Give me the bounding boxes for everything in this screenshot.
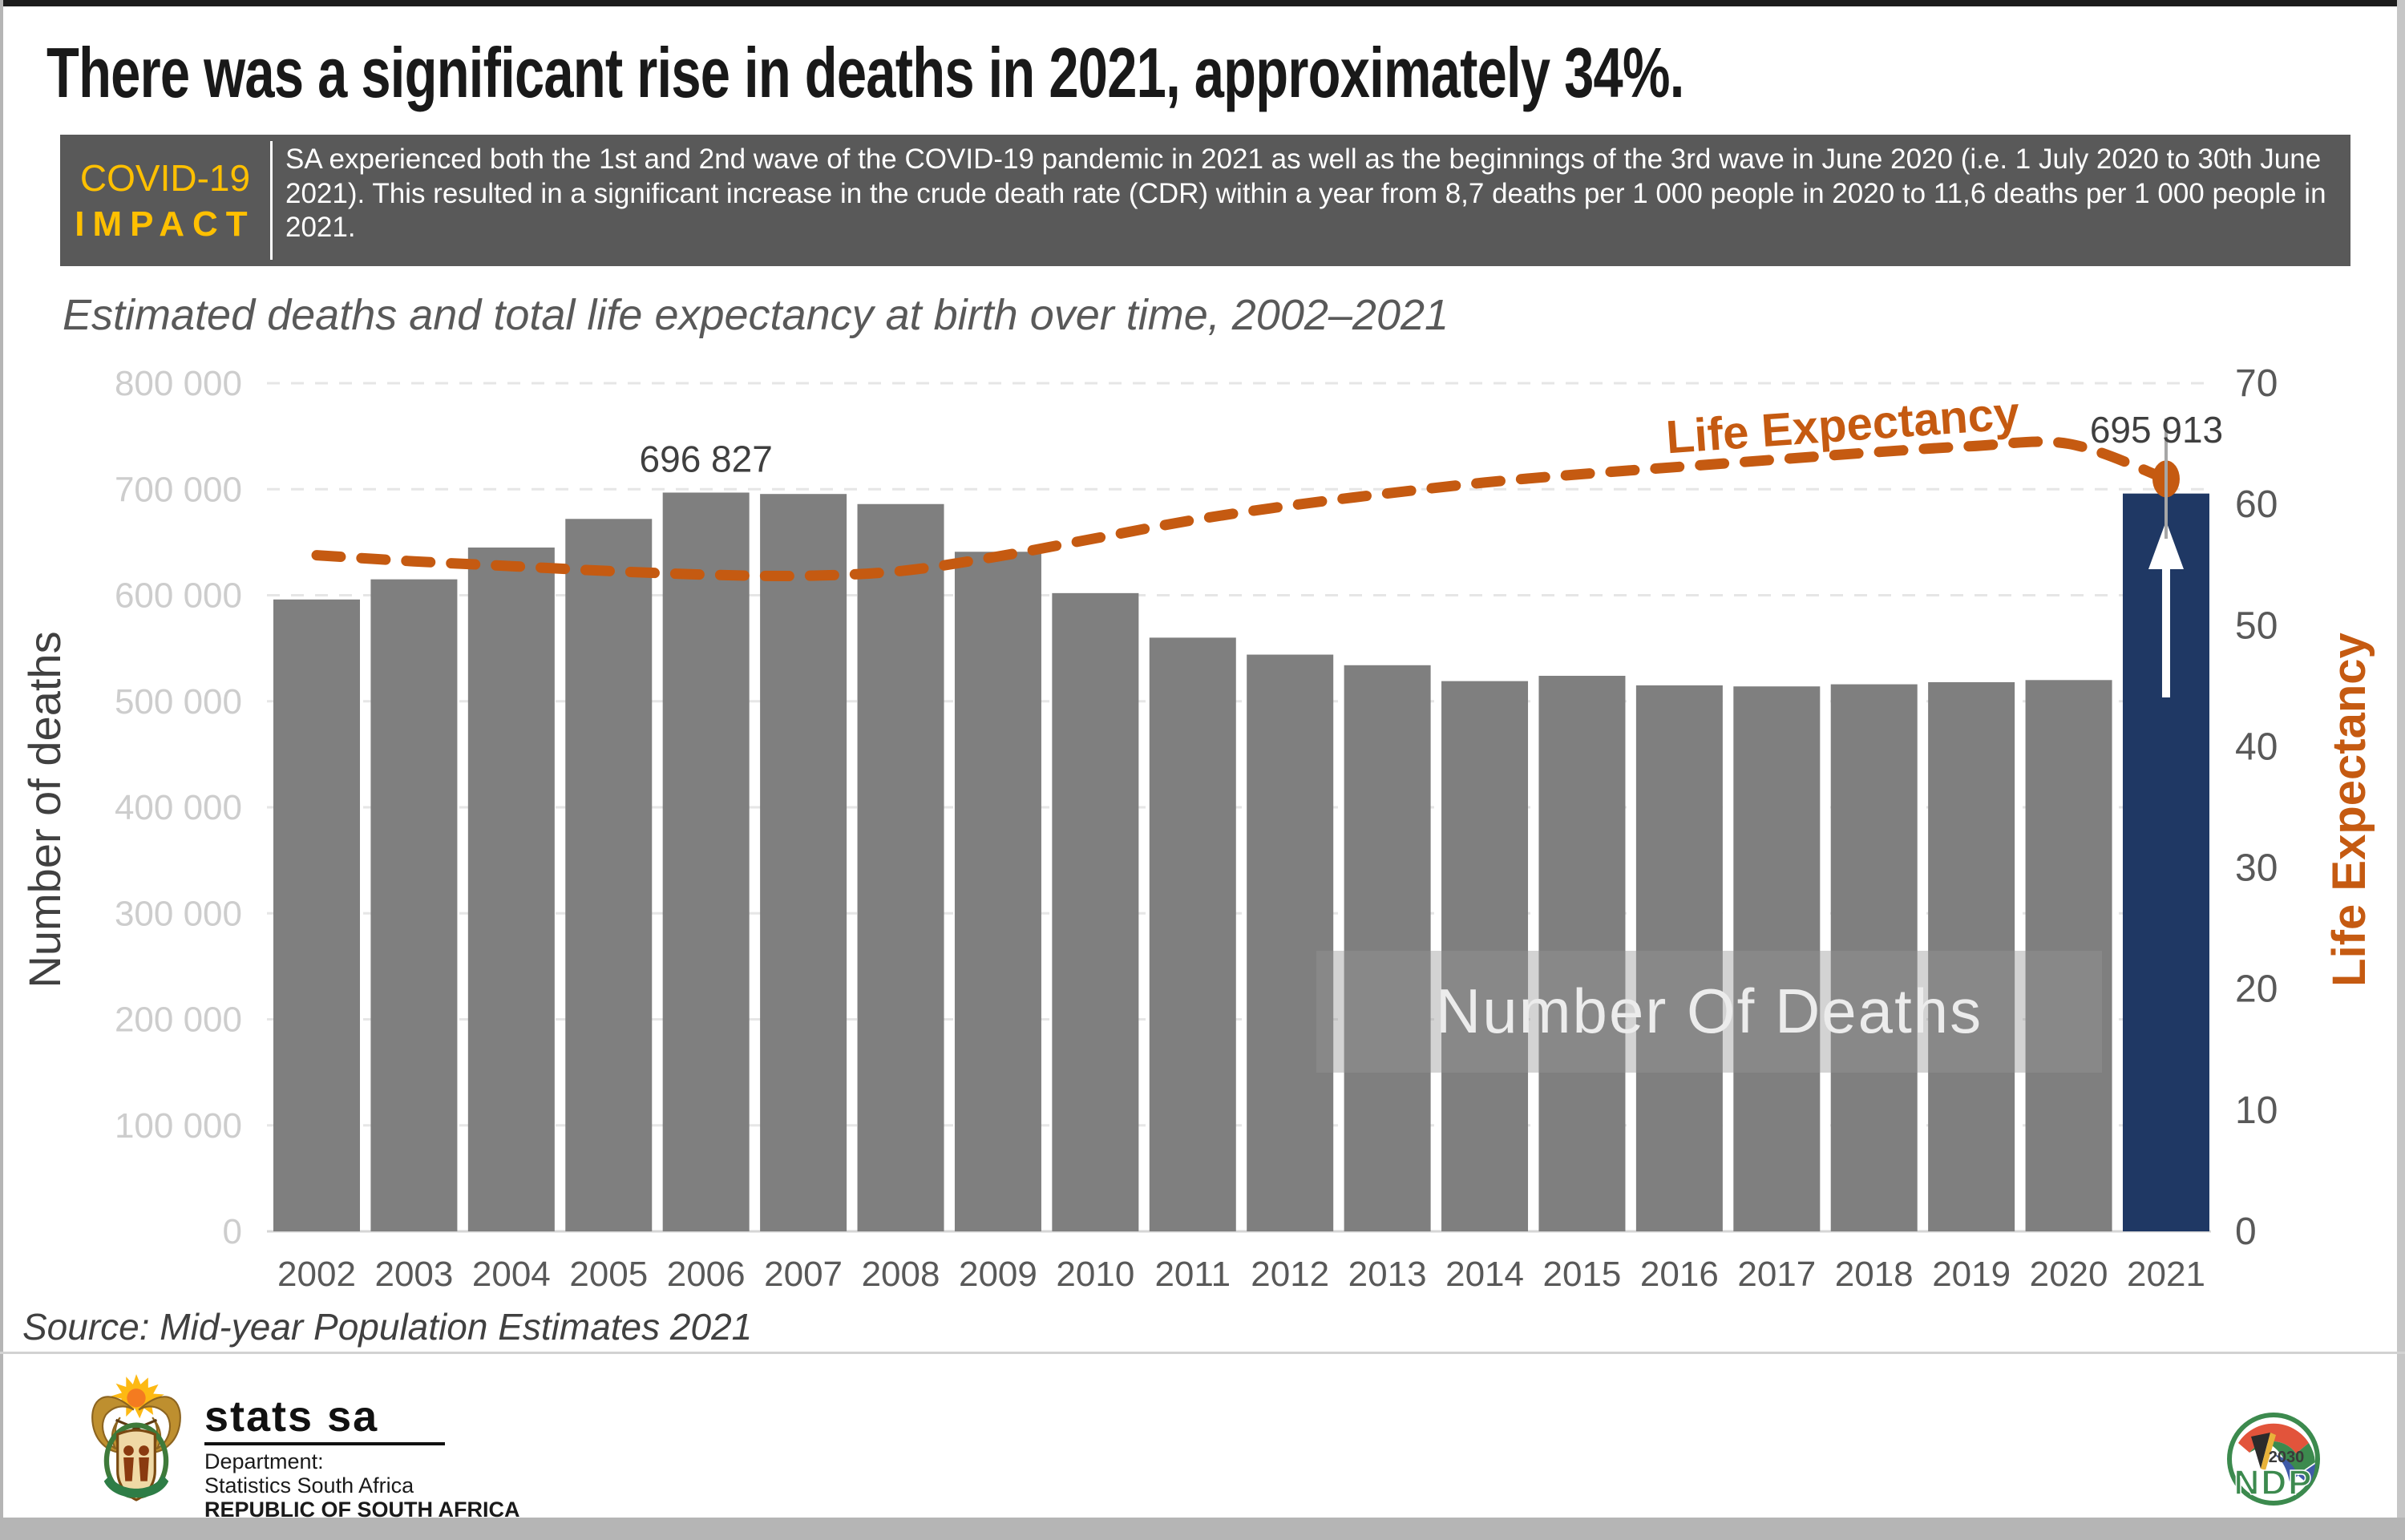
x-axis-tick: 2005 — [569, 1255, 649, 1294]
y-axis-tick-left: 300 000 — [114, 894, 242, 934]
x-axis-tick: 2019 — [1932, 1255, 2011, 1294]
x-axis-tick: 2006 — [666, 1255, 746, 1294]
statssa-wordmark: stats sa — [204, 1392, 379, 1441]
y-axis-tick-right: 0 — [2235, 1211, 2257, 1253]
y-axis-tick-right: 10 — [2235, 1089, 2278, 1132]
coat-of-arms-logo — [85, 1372, 188, 1515]
y-axis-tick-right: 60 — [2235, 483, 2278, 527]
source-note: Source: Mid-year Population Estimates 2021 — [22, 1306, 753, 1348]
page-title: There was a significant rise in deaths in 2021, approximately 34%. — [46, 33, 1684, 112]
statssa-department-block — [204, 1449, 520, 1522]
ndp-2030-logo — [2225, 1411, 2322, 1510]
y-axis-tick-left: 700 000 — [114, 470, 242, 510]
bar-2002 — [273, 600, 360, 1231]
statssa-org-line: Statistics South Africa — [204, 1473, 414, 1498]
y-axis-tick-right: 50 — [2235, 604, 2278, 648]
bar-2013 — [1344, 665, 1431, 1231]
x-axis-tick: 2002 — [277, 1255, 356, 1294]
y-axis-tick-left: 500 000 — [114, 681, 242, 721]
figure-left-icon — [123, 1445, 134, 1456]
x-axis-tick: 2008 — [861, 1255, 940, 1294]
ndp-acronym-text: NDP — [2233, 1463, 2314, 1502]
y-axis-tick-right: 30 — [2235, 847, 2278, 890]
figure-right-icon — [139, 1445, 149, 1456]
covid-tag-line1: COVID-19 — [79, 157, 251, 199]
life-expectancy-line-label: Life Expectancy — [1664, 386, 2022, 464]
covid-tag-line2: IMPACT — [75, 204, 256, 244]
x-axis-tick: 2020 — [2029, 1255, 2108, 1294]
x-axis-tick: 2014 — [1445, 1255, 1524, 1294]
x-axis-tick: 2017 — [1737, 1255, 1817, 1294]
bar-2005 — [565, 519, 652, 1231]
x-axis-tick: 2003 — [374, 1255, 454, 1294]
y-axis-tick-left: 400 000 — [114, 788, 242, 827]
right-axis-title: Life Expectancy — [2323, 633, 2375, 987]
data-label-2006: 696 827 — [639, 438, 773, 480]
bar-2010 — [1052, 593, 1138, 1231]
figure-left-body-icon — [123, 1457, 134, 1481]
x-axis-tick: 2012 — [1251, 1255, 1330, 1294]
y-axis-tick-left: 100 000 — [114, 1105, 242, 1146]
x-axis-tick: 2011 — [1154, 1255, 1231, 1294]
statssa-underline — [204, 1442, 445, 1445]
figure-right-body-icon — [139, 1457, 149, 1481]
statssa-dept-line: Department: — [204, 1449, 324, 1473]
bar-2012 — [1247, 655, 1333, 1231]
y-axis-tick-left: 800 000 — [114, 364, 242, 403]
bar-2006 — [663, 492, 750, 1231]
sun-icon — [127, 1388, 145, 1407]
ndp-2030-text: 2030 — [2268, 1449, 2305, 1466]
x-axis-tick: 2007 — [764, 1255, 843, 1294]
y-axis-tick-left: 200 000 — [114, 1000, 242, 1040]
x-axis-tick: 2018 — [1834, 1255, 1914, 1294]
covid-impact-text: SA experienced both the 1st and 2nd wave of the COVID-19 pandemic in 2021 as well as the beginnings of the 3rd wave in June 2020 (i.e. 1 July 2020 to 30th June 2021). This resulted in a significant increase in the crude death rate (CDR) within a year from 8,7 deaths per 1 000 people in 2020 to 11,6 deaths per 1 000 people in 2021. — [285, 143, 2326, 244]
statssa-country-line: REPUBLIC OF SOUTH AFRICA — [204, 1498, 520, 1522]
arrow-up-shaft — [2162, 566, 2170, 697]
bar-2009 — [955, 552, 1041, 1231]
chart-title: Estimated deaths and total life expectancy at birth over time, 2002–2021 — [63, 291, 1449, 339]
data-label-2021: 695 913 — [2089, 409, 2224, 451]
x-axis-tick: 2015 — [1542, 1255, 1622, 1294]
y-axis-tick-right: 20 — [2235, 968, 2278, 1011]
y-axis-tick-left: 600 000 — [114, 576, 242, 616]
x-axis-tick: 2021 — [2127, 1255, 2205, 1294]
bar-2007 — [760, 494, 847, 1231]
bar-2008 — [858, 504, 944, 1231]
footer-divider — [0, 1352, 2405, 1354]
x-axis-tick: 2016 — [1639, 1255, 1719, 1294]
x-axis-tick: 2013 — [1348, 1255, 1427, 1294]
watermark-text: Number Of Deaths — [1435, 976, 1983, 1046]
left-axis-title: Number of deaths — [19, 631, 70, 988]
y-axis-tick-left: 0 — [222, 1212, 242, 1251]
bar-2004 — [468, 548, 555, 1231]
bar-2011 — [1150, 637, 1236, 1231]
bar-2003 — [370, 580, 457, 1231]
y-axis-tick-right: 40 — [2235, 726, 2278, 769]
x-axis-tick: 2004 — [471, 1255, 551, 1294]
x-axis-tick: 2010 — [1056, 1255, 1135, 1294]
x-axis-tick: 2009 — [958, 1255, 1037, 1294]
y-axis-tick-right: 70 — [2235, 362, 2278, 405]
